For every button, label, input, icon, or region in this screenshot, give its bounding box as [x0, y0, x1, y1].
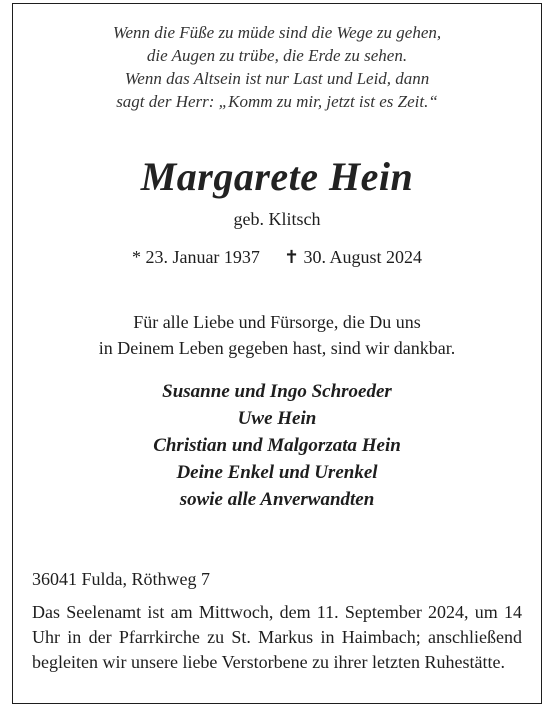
- mourner: Uwe Hein: [237, 408, 317, 429]
- mourners-list: [13, 378, 541, 513]
- poem-line: die Augen zu trübe, die Erde zu sehen.: [146, 46, 408, 65]
- mourner: sowie alle Anverwandten: [179, 489, 375, 510]
- birth-date: * 23. Januar 1937: [131, 247, 260, 267]
- funeral-notice: Das Seelenamt ist am Mittwoch, dem 11. September 2024, um 14 Uhr in der Pfarrkirche zu St. Markus in Haimbach; anschließend begleiten wir unsere liebe Verstorbene zu ihrer letzten Ruhestätte.: [32, 602, 522, 672]
- mourner: Christian und Malgorzata Hein: [153, 435, 401, 456]
- obituary-card: [12, 3, 542, 704]
- poem-line: sagt der Herr: „Komm zu mir, jetzt ist es Zeit.“: [116, 92, 438, 111]
- address: 36041 Fulda, Röthweg 7: [32, 569, 210, 589]
- maiden-name: geb. Klitsch: [233, 209, 321, 229]
- thanks-text: [13, 309, 541, 361]
- life-dates: [13, 247, 541, 268]
- poem-line: Wenn die Füße zu müde sind die Wege zu gehen,: [112, 23, 442, 42]
- poem-line: Wenn das Altsein ist nur Last und Leid, dann: [124, 69, 430, 88]
- mourner: Susanne und Ingo Schroeder: [162, 381, 392, 402]
- mourner: Deine Enkel und Urenkel: [176, 462, 378, 483]
- death-date: ✝ 30. August 2024: [283, 247, 423, 267]
- deceased-name: Margarete Hein: [140, 154, 414, 199]
- poem: [13, 21, 541, 113]
- thanks-line: Für alle Liebe und Fürsorge, die Du uns: [133, 312, 421, 332]
- thanks-line: in Deinem Leben gegeben hast, sind wir dankbar.: [98, 338, 456, 358]
